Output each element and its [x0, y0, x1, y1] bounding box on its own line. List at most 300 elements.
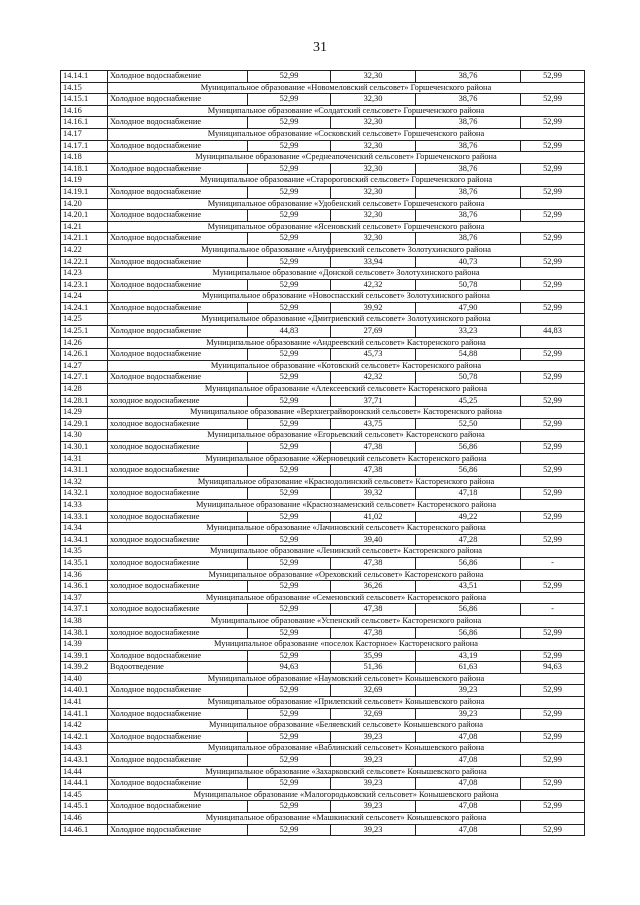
tariff-value: 52,99	[248, 534, 331, 546]
row-code: 14.28.1	[61, 395, 108, 407]
section-row	[61, 453, 585, 465]
tariff-value: 38,76	[416, 186, 521, 198]
row-code: 14.23	[61, 268, 108, 280]
row-code: 14.32.1	[61, 488, 108, 500]
table-row	[61, 581, 585, 593]
tariff-value: 52,99	[521, 163, 585, 175]
table-row	[61, 662, 585, 674]
row-code: 14.25.1	[61, 326, 108, 338]
section-heading: Муниципальное образование «Котовский сельсовет» Касторенского района	[108, 360, 585, 372]
row-code: 14.21.1	[61, 233, 108, 245]
tariff-value: 39,23	[331, 731, 416, 743]
tariff-value: 54,88	[416, 349, 521, 361]
tariff-value: 32,30	[331, 94, 416, 106]
table-row	[61, 349, 585, 361]
tariff-value: 52,99	[248, 395, 331, 407]
table-row	[61, 71, 585, 83]
tariff-value: 47,08	[416, 801, 521, 813]
tariff-value: 32,30	[331, 186, 416, 198]
tariff-value: 50,78	[416, 279, 521, 291]
service-name: холодное водоснабжение	[108, 418, 248, 430]
tariff-value: 52,99	[248, 117, 331, 129]
section-row	[61, 360, 585, 372]
tariff-value: 47,08	[416, 824, 521, 836]
table-row	[61, 557, 585, 569]
row-code: 14.33.1	[61, 511, 108, 523]
row-code: 14.15	[61, 82, 108, 94]
tariff-value: 35,99	[331, 650, 416, 662]
tariff-value: 56,86	[416, 442, 521, 454]
row-code: 14.21	[61, 221, 108, 233]
row-code: 14.22.1	[61, 256, 108, 268]
row-code: 14.37	[61, 592, 108, 604]
tariff-value: 56,86	[416, 465, 521, 477]
row-code: 14.46	[61, 813, 108, 825]
table-row	[61, 395, 585, 407]
row-code: 14.39.1	[61, 650, 108, 662]
service-name: Холодное водоснабжение	[108, 801, 248, 813]
tariff-value: 45,73	[331, 349, 416, 361]
tariff-value: 52,99	[521, 824, 585, 836]
service-name: холодное водоснабжение	[108, 627, 248, 639]
tariff-value: 52,99	[521, 778, 585, 790]
tariff-value: 39,23	[416, 708, 521, 720]
tariff-table-body	[61, 71, 585, 836]
tariff-value: 52,99	[248, 511, 331, 523]
tariff-value: 32,30	[331, 140, 416, 152]
table-row	[61, 326, 585, 338]
row-code: 14.39	[61, 639, 108, 651]
tariff-value: 52,99	[521, 755, 585, 767]
tariff-value: 52,99	[248, 279, 331, 291]
row-code: 14.19.1	[61, 186, 108, 198]
table-row	[61, 488, 585, 500]
section-heading: Муниципальное образование «Старороговский сельсовет» Горшеченского района	[108, 175, 585, 187]
row-code: 14.39.2	[61, 662, 108, 674]
section-heading: Муниципальное образование «Андреевский сельсовет» Касторенского района	[108, 337, 585, 349]
row-code: 14.43.1	[61, 755, 108, 767]
row-code: 14.29	[61, 407, 108, 419]
row-code: 14.40.1	[61, 685, 108, 697]
service-name: Холодное водоснабжение	[108, 140, 248, 152]
tariff-value: 43,19	[416, 650, 521, 662]
section-heading: Муниципальное образование «Жерновецкий сельсовет» Касторенского района	[108, 453, 585, 465]
tariff-value: 52,99	[521, 511, 585, 523]
row-code: 14.38	[61, 615, 108, 627]
tariff-value: 52,99	[248, 71, 331, 83]
tariff-value: 41,02	[331, 511, 416, 523]
tariff-value: 39,40	[331, 534, 416, 546]
row-code: 14.31	[61, 453, 108, 465]
row-code: 14.35	[61, 546, 108, 558]
table-row	[61, 465, 585, 477]
table-row	[61, 801, 585, 813]
row-code: 14.41.1	[61, 708, 108, 720]
section-row	[61, 384, 585, 396]
section-row	[61, 291, 585, 303]
section-row	[61, 615, 585, 627]
row-code: 14.34	[61, 523, 108, 535]
tariff-value: 47,38	[331, 627, 416, 639]
table-row	[61, 163, 585, 175]
tariff-value: 52,99	[248, 442, 331, 454]
table-row	[61, 650, 585, 662]
tariff-value: 52,50	[416, 418, 521, 430]
tariff-value: -	[521, 604, 585, 616]
row-code: 14.42.1	[61, 731, 108, 743]
section-row	[61, 789, 585, 801]
row-code: 14.15.1	[61, 94, 108, 106]
tariff-value: 52,99	[248, 731, 331, 743]
tariff-value: 38,76	[416, 163, 521, 175]
row-code: 14.46.1	[61, 824, 108, 836]
tariff-value: 38,76	[416, 71, 521, 83]
service-name: Холодное водоснабжение	[108, 685, 248, 697]
section-row	[61, 546, 585, 558]
section-heading: Муниципальное образование «поселок Касторное» Касторенского района	[108, 639, 585, 651]
tariff-value: 47,08	[416, 755, 521, 767]
section-heading: Муниципальное образование «Донской сельсовет» Золотухинского района	[108, 268, 585, 280]
tariff-value: 32,30	[331, 233, 416, 245]
section-row	[61, 407, 585, 419]
section-heading: Муниципальное образование «Сосковский сельсовет» Горшеченского района	[108, 128, 585, 140]
row-code: 14.25	[61, 314, 108, 326]
row-code: 14.33	[61, 499, 108, 511]
section-row	[61, 697, 585, 709]
tariff-value: 38,76	[416, 210, 521, 222]
service-name: Холодное водоснабжение	[108, 708, 248, 720]
service-name: Холодное водоснабжение	[108, 94, 248, 106]
tariff-value: 39,23	[416, 685, 521, 697]
section-row	[61, 743, 585, 755]
section-heading: Муниципальное образование «Ясеновский сельсовет» Горшеченского района	[108, 221, 585, 233]
tariff-value: 52,99	[521, 534, 585, 546]
tariff-value: 52,99	[248, 256, 331, 268]
tariff-value: 56,86	[416, 627, 521, 639]
row-code: 14.42	[61, 720, 108, 732]
service-name: Холодное водоснабжение	[108, 163, 248, 175]
section-heading: Муниципальное образование «Малогородьковский сельсовет» Конышевского района	[108, 789, 585, 801]
section-row	[61, 82, 585, 94]
tariff-value: 52,99	[248, 650, 331, 662]
section-row	[61, 766, 585, 778]
service-name: Холодное водоснабжение	[108, 233, 248, 245]
tariff-value: 52,99	[521, 94, 585, 106]
section-heading: Муниципальное образование «Дмитриевский сельсовет» Золотухинского района	[108, 314, 585, 326]
tariff-value: 52,99	[521, 372, 585, 384]
tariff-value: 52,99	[248, 604, 331, 616]
section-row	[61, 430, 585, 442]
row-code: 14.44	[61, 766, 108, 778]
section-heading: Муниципальное образование «Егорьевский сельсовет» Касторенского района	[108, 430, 585, 442]
tariff-value: 52,99	[248, 627, 331, 639]
tariff-value: 52,99	[521, 627, 585, 639]
tariff-value: 56,86	[416, 557, 521, 569]
section-row	[61, 221, 585, 233]
tariff-value: 39,23	[331, 755, 416, 767]
row-code: 14.17.1	[61, 140, 108, 152]
tariff-value: 52,99	[248, 140, 331, 152]
section-heading: Муниципальное образование «Верхнеграйворонский сельсовет» Касторенского района	[108, 407, 585, 419]
table-row	[61, 94, 585, 106]
section-heading: Муниципальное образование «Краснознаменский сельсовет» Касторенского района	[108, 499, 585, 511]
tariff-value: 52,99	[521, 117, 585, 129]
row-code: 14.30.1	[61, 442, 108, 454]
service-name: холодное водоснабжение	[108, 465, 248, 477]
section-heading: Муниципальное образование «Семеновский сельсовет» Касторенского района	[108, 592, 585, 604]
tariff-value: 52,99	[521, 302, 585, 314]
section-row	[61, 592, 585, 604]
service-name: Холодное водоснабжение	[108, 279, 248, 291]
section-row	[61, 105, 585, 117]
tariff-value: 52,99	[248, 755, 331, 767]
table-row	[61, 233, 585, 245]
tariff-value: 52,99	[248, 302, 331, 314]
tariff-value: 56,86	[416, 604, 521, 616]
service-name: Холодное водоснабжение	[108, 71, 248, 83]
tariff-value: 39,23	[331, 801, 416, 813]
tariff-value: 32,30	[331, 210, 416, 222]
tariff-value: 50,78	[416, 372, 521, 384]
section-heading: Муниципальное образование «Алексеевский сельсовет» Касторенского района	[108, 384, 585, 396]
service-name: Холодное водоснабжение	[108, 755, 248, 767]
section-row	[61, 523, 585, 535]
tariff-value: 40,73	[416, 256, 521, 268]
row-code: 14.40	[61, 673, 108, 685]
row-code: 14.45	[61, 789, 108, 801]
tariff-value: 52,99	[521, 210, 585, 222]
tariff-value: 38,76	[416, 117, 521, 129]
tariff-value: 52,99	[521, 650, 585, 662]
tariff-value: 52,99	[521, 465, 585, 477]
row-code: 14.45.1	[61, 801, 108, 813]
service-name: Холодное водоснабжение	[108, 302, 248, 314]
tariff-value: 52,99	[521, 418, 585, 430]
row-code: 14.36	[61, 569, 108, 581]
table-row	[61, 256, 585, 268]
service-name: Холодное водоснабжение	[108, 372, 248, 384]
tariff-value: 52,99	[248, 801, 331, 813]
section-heading: Муниципальное образование «Солдатский сельсовет» Горшеченского района	[108, 105, 585, 117]
row-code: 14.31.1	[61, 465, 108, 477]
service-name: Холодное водоснабжение	[108, 824, 248, 836]
service-name: холодное водоснабжение	[108, 511, 248, 523]
row-code: 14.24.1	[61, 302, 108, 314]
section-row	[61, 128, 585, 140]
section-row	[61, 175, 585, 187]
service-name: Холодное водоснабжение	[108, 778, 248, 790]
tariff-value: 52,99	[521, 279, 585, 291]
row-code: 14.20	[61, 198, 108, 210]
section-heading: Муниципальное образование «Ваблинский сельсовет» Конышевского района	[108, 743, 585, 755]
table-row	[61, 604, 585, 616]
tariff-value: 52,99	[521, 685, 585, 697]
table-row	[61, 685, 585, 697]
table-row	[61, 372, 585, 384]
tariff-table	[60, 70, 585, 836]
tariff-value: 37,71	[331, 395, 416, 407]
section-row	[61, 720, 585, 732]
table-row	[61, 534, 585, 546]
tariff-value: 52,99	[248, 488, 331, 500]
service-name: Холодное водоснабжение	[108, 117, 248, 129]
tariff-value: 43,51	[416, 581, 521, 593]
tariff-value: 47,08	[416, 731, 521, 743]
row-code: 14.32	[61, 476, 108, 488]
section-heading: Муниципальное образование «Удобенский сельсовет» Горшеченского района	[108, 198, 585, 210]
tariff-value: 42,32	[331, 279, 416, 291]
tariff-value: 52,99	[521, 233, 585, 245]
tariff-value: 61,63	[416, 662, 521, 674]
tariff-value: 52,99	[248, 186, 331, 198]
tariff-value: 52,99	[248, 349, 331, 361]
section-row	[61, 152, 585, 164]
row-code: 14.34.1	[61, 534, 108, 546]
tariff-value: 39,23	[331, 778, 416, 790]
row-code: 14.19	[61, 175, 108, 187]
tariff-value: 52,99	[248, 581, 331, 593]
section-heading: Муниципальное образование «Лачиновский сельсовет» Касторенского района	[108, 523, 585, 535]
tariff-value: 38,76	[416, 94, 521, 106]
service-name: холодное водоснабжение	[108, 488, 248, 500]
service-name: холодное водоснабжение	[108, 557, 248, 569]
row-code: 14.16	[61, 105, 108, 117]
service-name: Холодное водоснабжение	[108, 326, 248, 338]
page-number: 31	[313, 40, 327, 55]
row-code: 14.16.1	[61, 117, 108, 129]
tariff-value: 52,99	[248, 94, 331, 106]
tariff-value: 52,99	[248, 824, 331, 836]
section-row	[61, 639, 585, 651]
section-heading: Муниципальное образование «Среднеапоченский сельсовет» Горшеченского района	[108, 152, 585, 164]
tariff-value: 52,99	[248, 708, 331, 720]
tariff-value: 39,32	[331, 488, 416, 500]
service-name: Водоотведение	[108, 662, 248, 674]
table-row	[61, 140, 585, 152]
tariff-value: 32,30	[331, 163, 416, 175]
tariff-value: 94,63	[248, 662, 331, 674]
table-row	[61, 442, 585, 454]
table-row	[61, 824, 585, 836]
section-heading: Муниципальное образование «Новомеловский сельсовет» Горшеченского района	[108, 82, 585, 94]
tariff-value: 47,18	[416, 488, 521, 500]
row-code: 14.43	[61, 743, 108, 755]
tariff-value: 52,99	[521, 349, 585, 361]
tariff-value: 32,69	[331, 685, 416, 697]
section-row	[61, 813, 585, 825]
table-row	[61, 627, 585, 639]
tariff-value: 52,99	[521, 186, 585, 198]
table-row	[61, 210, 585, 222]
tariff-value: 38,76	[416, 140, 521, 152]
tariff-value: 27,69	[331, 326, 416, 338]
service-name: Холодное водоснабжение	[108, 256, 248, 268]
tariff-value: 33,94	[331, 256, 416, 268]
service-name: холодное водоснабжение	[108, 442, 248, 454]
table-row	[61, 708, 585, 720]
section-heading: Муниципальное образование «Беляевский сельсовет» Конышевского района	[108, 720, 585, 732]
tariff-value: 38,76	[416, 233, 521, 245]
section-row	[61, 337, 585, 349]
table-row	[61, 755, 585, 767]
tariff-value: -	[521, 557, 585, 569]
table-row	[61, 778, 585, 790]
row-code: 14.18.1	[61, 163, 108, 175]
section-heading: Муниципальное образование «Краснодолинский сельсовет» Касторенского района	[108, 476, 585, 488]
row-code: 14.29.1	[61, 418, 108, 430]
section-row	[61, 198, 585, 210]
section-row	[61, 569, 585, 581]
service-name: Холодное водоснабжение	[108, 186, 248, 198]
tariff-value: 52,99	[248, 557, 331, 569]
tariff-value: 49,22	[416, 511, 521, 523]
tariff-value: 52,99	[521, 140, 585, 152]
row-code: 14.14.1	[61, 71, 108, 83]
table-row	[61, 302, 585, 314]
tariff-value: 32,69	[331, 708, 416, 720]
table-row	[61, 279, 585, 291]
tariff-value: 52,99	[248, 685, 331, 697]
service-name: Холодное водоснабжение	[108, 349, 248, 361]
row-code: 14.17	[61, 128, 108, 140]
row-code: 14.24	[61, 291, 108, 303]
tariff-value: 43,75	[331, 418, 416, 430]
row-code: 14.27.1	[61, 372, 108, 384]
section-row	[61, 673, 585, 685]
tariff-value: 47,90	[416, 302, 521, 314]
service-name: холодное водоснабжение	[108, 395, 248, 407]
tariff-value: 52,99	[521, 581, 585, 593]
tariff-value: 52,99	[521, 395, 585, 407]
service-name: холодное водоснабжение	[108, 604, 248, 616]
tariff-value: 52,99	[521, 708, 585, 720]
tariff-value: 32,30	[331, 71, 416, 83]
section-heading: Муниципальное образование «Ленинский сельсовет» Касторенского района	[108, 546, 585, 558]
row-code: 14.30	[61, 430, 108, 442]
section-heading: Муниципальное образование «Ануфриевский сельсовет» Золотухинского района	[108, 244, 585, 256]
tariff-value: 52,99	[521, 442, 585, 454]
tariff-value: 52,99	[521, 488, 585, 500]
tariff-value: 94,63	[521, 662, 585, 674]
section-row	[61, 499, 585, 511]
section-row	[61, 314, 585, 326]
tariff-value: 52,99	[521, 801, 585, 813]
tariff-value: 45,25	[416, 395, 521, 407]
tariff-value: 39,23	[331, 824, 416, 836]
section-row	[61, 244, 585, 256]
row-code: 14.38.1	[61, 627, 108, 639]
section-heading: Муниципальное образование «Наумовский сельсовет» Конышевского района	[108, 673, 585, 685]
tariff-value: 52,99	[248, 210, 331, 222]
section-heading: Муниципальное образование «Машкинский сельсовет» Конышевского района	[108, 813, 585, 825]
tariff-value: 52,99	[521, 256, 585, 268]
table-row	[61, 511, 585, 523]
tariff-value: 52,99	[248, 465, 331, 477]
tariff-value: 44,83	[248, 326, 331, 338]
tariff-value: 47,38	[331, 557, 416, 569]
table-row	[61, 731, 585, 743]
row-code: 14.23.1	[61, 279, 108, 291]
tariff-value: 52,99	[248, 418, 331, 430]
section-heading: Муниципальное образование «Захарковский сельсовет» Конышевского района	[108, 766, 585, 778]
section-heading: Муниципальное образование «Ореховский сельсовет» Касторенского района	[108, 569, 585, 581]
table-row	[61, 418, 585, 430]
row-code: 14.41	[61, 697, 108, 709]
service-name: холодное водоснабжение	[108, 534, 248, 546]
tariff-value: 51,36	[331, 662, 416, 674]
row-code: 14.20.1	[61, 210, 108, 222]
tariff-value: 32,30	[331, 117, 416, 129]
